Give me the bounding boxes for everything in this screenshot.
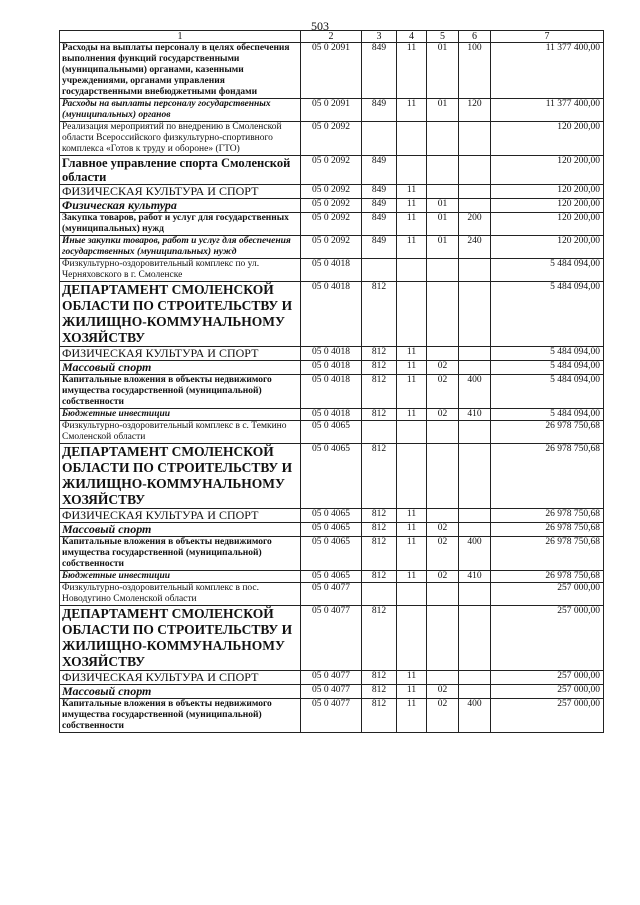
cell-name: Бюджетные инвестиции xyxy=(60,571,301,583)
cell-pr: 01 xyxy=(427,43,459,99)
cell-grbs xyxy=(362,259,397,282)
cell-rz: 11 xyxy=(397,699,427,733)
table-row xyxy=(60,409,604,421)
cell-code: 05 0 4018 xyxy=(301,361,362,375)
cell-name: ФИЗИЧЕСКАЯ КУЛЬТУРА И СПОРТ xyxy=(60,671,301,685)
cell-pr xyxy=(427,671,459,685)
table-row xyxy=(60,444,604,509)
cell-name: Расходы на выплаты персоналу государственных (муниципальных) органов xyxy=(60,99,301,122)
cell-grbs: 849 xyxy=(362,199,397,213)
cell-grbs: 812 xyxy=(362,409,397,421)
cell-vr: 410 xyxy=(459,571,491,583)
cell-code: 05 0 4018 xyxy=(301,282,362,347)
cell-sum: 11 377 400,00 xyxy=(491,43,604,99)
header-cell-sum: 7 xyxy=(491,31,604,43)
cell-vr: 120 xyxy=(459,99,491,122)
table-row xyxy=(60,375,604,409)
cell-sum: 26 978 750,68 xyxy=(491,444,604,509)
table-row xyxy=(60,421,604,444)
cell-code: 05 0 4065 xyxy=(301,537,362,571)
cell-pr xyxy=(427,185,459,199)
cell-code: 05 0 4065 xyxy=(301,571,362,583)
cell-sum: 257 000,00 xyxy=(491,583,604,606)
cell-rz xyxy=(397,444,427,509)
cell-pr xyxy=(427,444,459,509)
cell-vr xyxy=(459,509,491,523)
cell-rz: 11 xyxy=(397,523,427,537)
cell-code: 05 0 4065 xyxy=(301,444,362,509)
cell-vr xyxy=(459,606,491,671)
cell-pr: 02 xyxy=(427,685,459,699)
cell-name: Реализация мероприятий по внедрению в Смоленской области Всероссийского физкультурно-спортивного комплекса «Готов к труду и обороне» (ГТО) xyxy=(60,122,301,156)
cell-name: Иные закупки товаров, работ и услуг для обеспечения государственных (муниципальных) нужд xyxy=(60,236,301,259)
cell-pr: 02 xyxy=(427,571,459,583)
cell-sum: 5 484 094,00 xyxy=(491,282,604,347)
cell-pr: 01 xyxy=(427,236,459,259)
table-row xyxy=(60,671,604,685)
cell-vr: 400 xyxy=(459,537,491,571)
header-cell-code: 2 xyxy=(301,31,362,43)
cell-vr: 100 xyxy=(459,43,491,99)
cell-rz xyxy=(397,156,427,185)
table-row xyxy=(60,213,604,236)
cell-vr xyxy=(459,259,491,282)
cell-pr xyxy=(427,156,459,185)
cell-sum: 26 978 750,68 xyxy=(491,537,604,571)
cell-sum: 5 484 094,00 xyxy=(491,375,604,409)
cell-grbs: 812 xyxy=(362,537,397,571)
cell-rz xyxy=(397,122,427,156)
cell-vr xyxy=(459,122,491,156)
cell-grbs xyxy=(362,122,397,156)
cell-rz: 11 xyxy=(397,685,427,699)
cell-vr: 200 xyxy=(459,213,491,236)
cell-grbs: 812 xyxy=(362,699,397,733)
cell-sum: 257 000,00 xyxy=(491,606,604,671)
cell-name: Физическая культура xyxy=(60,199,301,213)
cell-sum: 120 200,00 xyxy=(491,236,604,259)
cell-code: 05 0 4018 xyxy=(301,347,362,361)
cell-rz xyxy=(397,606,427,671)
cell-grbs: 812 xyxy=(362,571,397,583)
cell-name: Физкультурно-оздоровительный комплекс по ул. Черняховского в г. Смоленске xyxy=(60,259,301,282)
cell-vr xyxy=(459,583,491,606)
cell-rz: 11 xyxy=(397,199,427,213)
cell-grbs: 812 xyxy=(362,347,397,361)
cell-rz xyxy=(397,282,427,347)
cell-code: 05 0 4018 xyxy=(301,409,362,421)
cell-sum: 120 200,00 xyxy=(491,213,604,236)
table-row xyxy=(60,236,604,259)
cell-rz: 11 xyxy=(397,509,427,523)
cell-grbs: 849 xyxy=(362,236,397,259)
cell-rz: 11 xyxy=(397,43,427,99)
table-row xyxy=(60,122,604,156)
cell-code: 05 0 4018 xyxy=(301,375,362,409)
cell-rz: 11 xyxy=(397,185,427,199)
cell-rz: 11 xyxy=(397,375,427,409)
cell-sum: 257 000,00 xyxy=(491,671,604,685)
cell-grbs: 812 xyxy=(362,509,397,523)
cell-name: ФИЗИЧЕСКАЯ КУЛЬТУРА И СПОРТ xyxy=(60,347,301,361)
cell-grbs: 812 xyxy=(362,606,397,671)
cell-sum: 26 978 750,68 xyxy=(491,421,604,444)
cell-code: 05 0 2091 xyxy=(301,43,362,99)
cell-name: ФИЗИЧЕСКАЯ КУЛЬТУРА И СПОРТ xyxy=(60,185,301,199)
cell-code: 05 0 4077 xyxy=(301,671,362,685)
cell-rz: 11 xyxy=(397,361,427,375)
cell-rz: 11 xyxy=(397,671,427,685)
cell-sum: 5 484 094,00 xyxy=(491,259,604,282)
page-number: 503 xyxy=(311,19,329,33)
cell-code: 05 0 4077 xyxy=(301,583,362,606)
cell-code: 05 0 2092 xyxy=(301,199,362,213)
cell-rz: 11 xyxy=(397,236,427,259)
header-cell-grbs: 3 xyxy=(362,31,397,43)
cell-sum: 120 200,00 xyxy=(491,156,604,185)
cell-name: Массовый спорт xyxy=(60,685,301,699)
table-row xyxy=(60,523,604,537)
cell-vr xyxy=(459,156,491,185)
table-row xyxy=(60,199,604,213)
cell-code: 05 0 4077 xyxy=(301,685,362,699)
cell-grbs: 849 xyxy=(362,43,397,99)
cell-sum: 257 000,00 xyxy=(491,685,604,699)
cell-grbs: 812 xyxy=(362,671,397,685)
budget-table xyxy=(59,30,604,733)
cell-rz: 11 xyxy=(397,571,427,583)
cell-code: 05 0 4077 xyxy=(301,606,362,671)
cell-pr xyxy=(427,606,459,671)
cell-code: 05 0 4077 xyxy=(301,699,362,733)
cell-vr xyxy=(459,685,491,699)
cell-vr xyxy=(459,523,491,537)
table-row xyxy=(60,537,604,571)
cell-name: Капитальные вложения в объекты недвижимого имущества государственной (муниципальной) собственности xyxy=(60,699,301,733)
cell-name: Физкультурно-оздоровительный комплекс в с. Темкино Смоленской области xyxy=(60,421,301,444)
cell-pr xyxy=(427,259,459,282)
cell-vr xyxy=(459,282,491,347)
table-row xyxy=(60,685,604,699)
table-row xyxy=(60,699,604,733)
header-cell-name: 1 xyxy=(60,31,301,43)
cell-pr xyxy=(427,421,459,444)
cell-vr: 400 xyxy=(459,375,491,409)
cell-name: ДЕПАРТАМЕНТ СМОЛЕНСКОЙ ОБЛАСТИ ПО СТРОИТЕЛЬСТВУ И ЖИЛИЩНО-КОММУНАЛЬНОМУ ХОЗЯЙСТВУ xyxy=(60,282,301,347)
table-row xyxy=(60,185,604,199)
table-row xyxy=(60,361,604,375)
cell-grbs: 849 xyxy=(362,156,397,185)
cell-pr xyxy=(427,509,459,523)
cell-name: ДЕПАРТАМЕНТ СМОЛЕНСКОЙ ОБЛАСТИ ПО СТРОИТЕЛЬСТВУ И ЖИЛИЩНО-КОММУНАЛЬНОМУ ХОЗЯЙСТВУ xyxy=(60,606,301,671)
cell-grbs: 849 xyxy=(362,213,397,236)
cell-pr: 01 xyxy=(427,199,459,213)
table-row xyxy=(60,509,604,523)
cell-grbs: 812 xyxy=(362,523,397,537)
cell-grbs: 812 xyxy=(362,282,397,347)
cell-grbs xyxy=(362,583,397,606)
cell-code: 05 0 2091 xyxy=(301,99,362,122)
cell-vr xyxy=(459,347,491,361)
cell-name: ФИЗИЧЕСКАЯ КУЛЬТУРА И СПОРТ xyxy=(60,509,301,523)
cell-code: 05 0 4065 xyxy=(301,523,362,537)
header-row xyxy=(60,31,604,43)
cell-code: 05 0 2092 xyxy=(301,122,362,156)
cell-vr: 400 xyxy=(459,699,491,733)
header-cell-vr: 6 xyxy=(459,31,491,43)
cell-vr xyxy=(459,421,491,444)
header-cell-pr: 5 xyxy=(427,31,459,43)
cell-rz: 11 xyxy=(397,537,427,571)
cell-name: Бюджетные инвестиции xyxy=(60,409,301,421)
cell-name: Массовый спорт xyxy=(60,361,301,375)
cell-pr xyxy=(427,122,459,156)
cell-rz xyxy=(397,583,427,606)
cell-name: Капитальные вложения в объекты недвижимого имущества государственной (муниципальной) собственности xyxy=(60,537,301,571)
cell-pr xyxy=(427,583,459,606)
cell-vr: 410 xyxy=(459,409,491,421)
table-body xyxy=(60,31,604,733)
cell-pr: 02 xyxy=(427,523,459,537)
cell-rz: 11 xyxy=(397,213,427,236)
cell-vr xyxy=(459,361,491,375)
cell-vr: 240 xyxy=(459,236,491,259)
cell-pr: 02 xyxy=(427,361,459,375)
cell-pr xyxy=(427,347,459,361)
cell-vr xyxy=(459,671,491,685)
table-row xyxy=(60,43,604,99)
cell-sum: 5 484 094,00 xyxy=(491,361,604,375)
cell-rz: 11 xyxy=(397,99,427,122)
cell-sum: 120 200,00 xyxy=(491,185,604,199)
cell-grbs: 849 xyxy=(362,185,397,199)
cell-pr: 02 xyxy=(427,375,459,409)
cell-pr: 01 xyxy=(427,99,459,122)
cell-vr xyxy=(459,199,491,213)
cell-code: 05 0 2092 xyxy=(301,185,362,199)
cell-rz: 11 xyxy=(397,347,427,361)
cell-rz: 11 xyxy=(397,409,427,421)
cell-grbs: 812 xyxy=(362,361,397,375)
cell-pr: 02 xyxy=(427,409,459,421)
cell-grbs: 812 xyxy=(362,444,397,509)
table-row xyxy=(60,347,604,361)
cell-grbs: 849 xyxy=(362,99,397,122)
table-row xyxy=(60,606,604,671)
cell-sum: 26 978 750,68 xyxy=(491,509,604,523)
header-cell-rz: 4 xyxy=(397,31,427,43)
cell-vr xyxy=(459,444,491,509)
cell-name: Расходы на выплаты персоналу в целях обеспечения выполнения функций государственными (муниципальными) органами, казенными учреждениями, органами управления государственными внебюджетными фондами xyxy=(60,43,301,99)
cell-code: 05 0 2092 xyxy=(301,156,362,185)
cell-code: 05 0 2092 xyxy=(301,213,362,236)
cell-code: 05 0 2092 xyxy=(301,236,362,259)
cell-name: ДЕПАРТАМЕНТ СМОЛЕНСКОЙ ОБЛАСТИ ПО СТРОИТЕЛЬСТВУ И ЖИЛИЩНО-КОММУНАЛЬНОМУ ХОЗЯЙСТВУ xyxy=(60,444,301,509)
cell-vr xyxy=(459,185,491,199)
cell-pr xyxy=(427,282,459,347)
cell-name: Физкультурно-оздоровительный комплекс в пос. Новодугино Смоленской области xyxy=(60,583,301,606)
cell-rz xyxy=(397,259,427,282)
cell-name: Главное управление спорта Смоленской области xyxy=(60,156,301,185)
table-row xyxy=(60,259,604,282)
cell-name: Массовый спорт xyxy=(60,523,301,537)
table-row xyxy=(60,156,604,185)
cell-pr: 01 xyxy=(427,213,459,236)
cell-pr: 02 xyxy=(427,699,459,733)
cell-sum: 26 978 750,68 xyxy=(491,571,604,583)
cell-sum: 11 377 400,00 xyxy=(491,99,604,122)
table-row xyxy=(60,99,604,122)
table-row xyxy=(60,583,604,606)
cell-pr: 02 xyxy=(427,537,459,571)
cell-name: Закупка товаров, работ и услуг для государственных (муниципальных) нужд xyxy=(60,213,301,236)
cell-sum: 5 484 094,00 xyxy=(491,347,604,361)
cell-sum: 257 000,00 xyxy=(491,699,604,733)
cell-code: 05 0 4065 xyxy=(301,509,362,523)
cell-code: 05 0 4018 xyxy=(301,259,362,282)
cell-grbs: 812 xyxy=(362,685,397,699)
cell-sum: 5 484 094,00 xyxy=(491,409,604,421)
cell-rz xyxy=(397,421,427,444)
cell-sum: 26 978 750,68 xyxy=(491,523,604,537)
table-row xyxy=(60,282,604,347)
cell-grbs: 812 xyxy=(362,375,397,409)
cell-grbs xyxy=(362,421,397,444)
cell-code: 05 0 4065 xyxy=(301,421,362,444)
cell-name: Капитальные вложения в объекты недвижимого имущества государственной (муниципальной) собственности xyxy=(60,375,301,409)
cell-sum: 120 200,00 xyxy=(491,199,604,213)
table-row xyxy=(60,571,604,583)
cell-sum: 120 200,00 xyxy=(491,122,604,156)
